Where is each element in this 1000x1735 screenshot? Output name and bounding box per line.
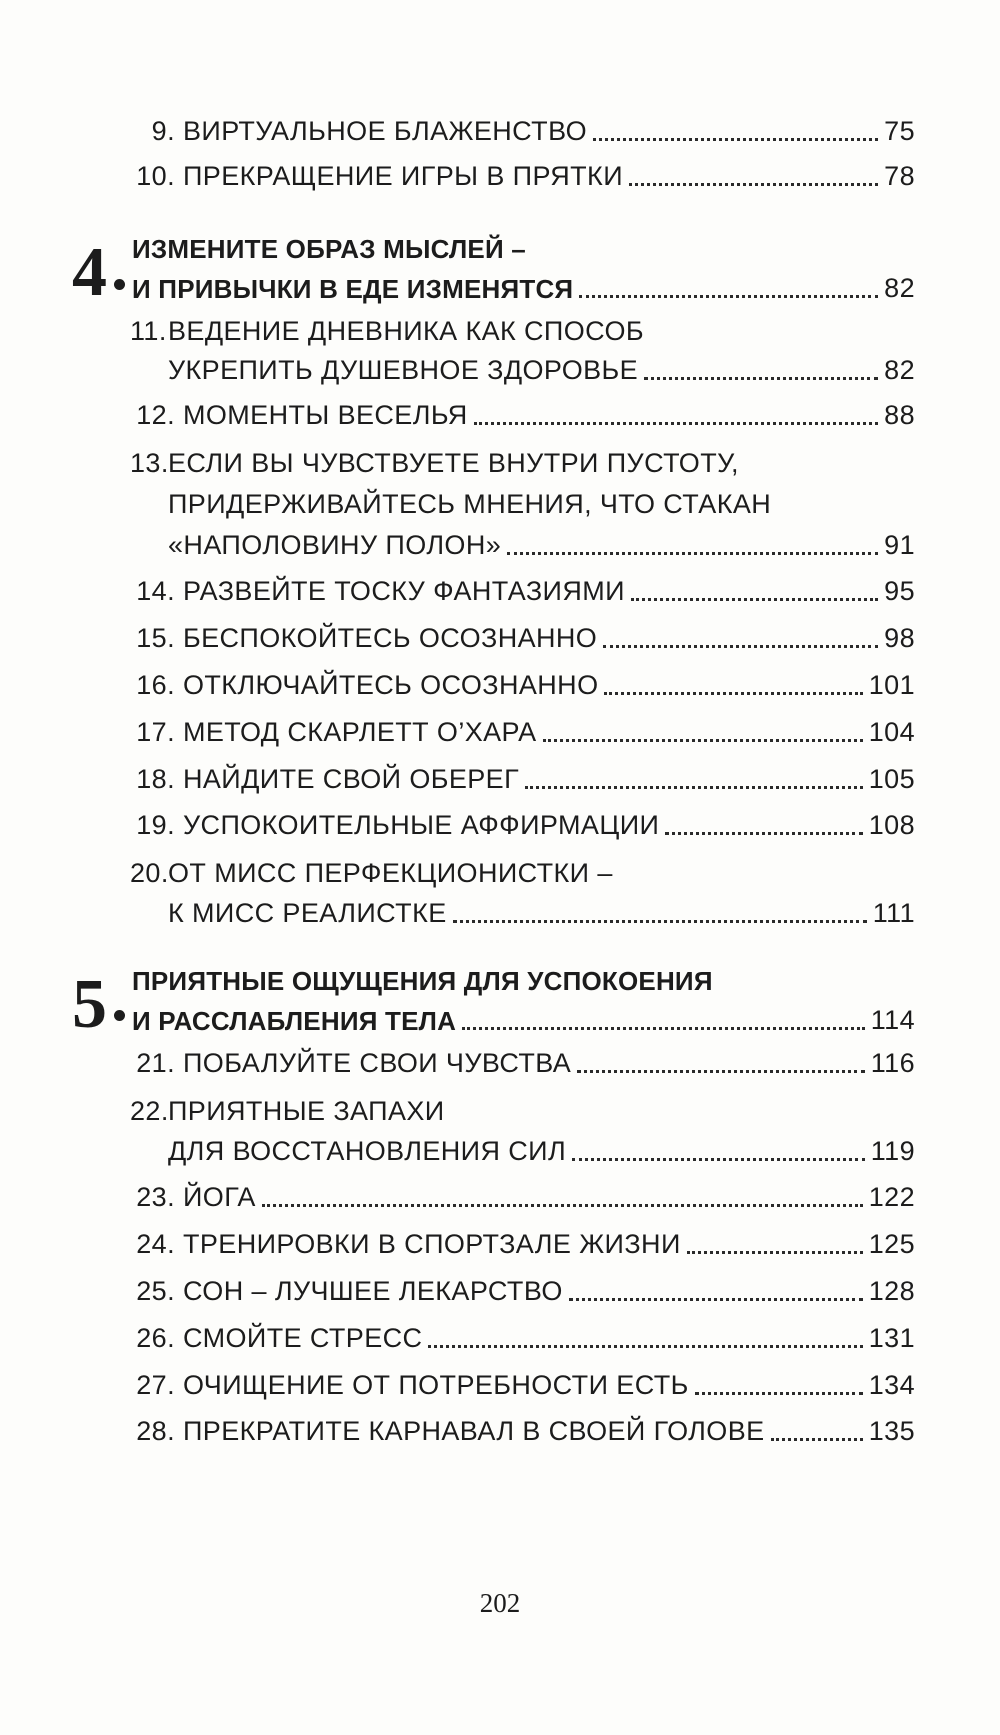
chapter-title: И ПРИВЫЧКИ В ЕДЕ ИЗМЕНЯТСЯ [132,274,574,304]
dot-leader [453,919,867,923]
entry-page: 116 [870,1048,915,1078]
entry-title: УКРЕПИТЬ ДУШЕВНОЕ ЗДОРОВЬЕ [168,355,639,385]
dot-leader [593,137,878,141]
entry-number: 16. [136,670,175,700]
entry-number: 27. [136,1370,175,1400]
dot-leader [543,738,863,742]
dot-leader [572,1157,865,1161]
entry-title: МЕТОД СКАРЛЕТТ О’ХАРА [183,717,537,747]
entry-title: ЙОГА [183,1182,256,1212]
entry-number: 15. [136,623,175,653]
toc-entry [130,766,915,793]
entry-title: К МИСС РЕАЛИСТКЕ [168,898,447,928]
toc-entry [130,402,915,429]
entry-number: 21. [136,1048,175,1078]
entry-number: 24. [136,1229,175,1259]
entry-title: УСПОКОИТЕЛЬНЫЕ АФФИРМАЦИИ [183,810,660,840]
entry-number: 14. [136,576,175,606]
entry-page: 128 [868,1276,915,1306]
entry-title-line: ВЕДЕНИЕ ДНЕВНИКА КАК СПОСОБ [168,316,644,346]
entry-title: ПРЕКРАТИТЕ КАРНАВАЛ В СВОЕЙ ГОЛОВЕ [183,1416,765,1446]
toc-entry [168,1138,915,1165]
dot-leader [604,691,862,695]
toc-entry [130,1184,915,1211]
entry-page: 131 [868,1323,915,1353]
entry-number: 12. [136,400,175,430]
chapter-page: 114 [870,1005,915,1035]
toc-entry [130,719,915,746]
toc-entry [130,1372,915,1399]
entry-page: 135 [868,1416,915,1446]
entry-page: 122 [868,1182,915,1212]
dot-leader [428,1344,862,1348]
toc-entry [168,900,915,927]
entry-page: 111 [872,898,915,928]
entry-number: 25. [136,1276,175,1306]
entry-number: 10. [136,161,175,191]
chapter-title-line: ИЗМЕНИТЕ ОБРАЗ МЫСЛЕЙ – [132,234,526,264]
chapter-dot [114,1010,125,1021]
dot-leader [262,1203,863,1207]
entry-number: 11. [130,316,167,346]
entry-number: 26. [136,1323,175,1353]
entry-number: 20. [130,858,169,888]
entry-number: 18. [136,764,175,794]
toc-entry [168,532,915,559]
page-number: 202 [479,1588,521,1618]
entry-title-line: ЕСЛИ ВЫ ЧУВСТВУЕТЕ ВНУТРИ ПУСТОТУ, [168,448,739,478]
toc-entry [130,1418,915,1445]
entry-page: 101 [868,670,915,700]
entry-page: 75 [884,116,915,146]
entry-page: 134 [868,1370,915,1400]
entry-page: 82 [884,355,915,385]
chapter-page: 82 [884,273,915,303]
dot-leader [629,182,878,186]
entry-number: 17. [136,717,175,747]
chapter-number: 5 [72,966,107,1043]
entry-number: 23. [136,1182,175,1212]
entry-title: ОЧИЩЕНИЕ ОТ ПОТРЕБНОСТИ ЕСТЬ [183,1370,689,1400]
dot-leader [569,1297,863,1301]
entry-title-line: ПРИДЕРЖИВАЙТЕСЬ МНЕНИЯ, ЧТО СТАКАН [168,489,772,519]
dot-leader [577,1069,865,1073]
entry-number: 28. [136,1416,175,1446]
toc-entry [130,625,915,652]
dot-leader [474,421,879,425]
dot-leader [665,831,862,835]
entry-page: 95 [884,576,915,606]
entry-page: 119 [870,1136,915,1166]
dot-leader [462,1026,865,1030]
entry-page: 104 [868,717,915,747]
entry-page: 125 [868,1229,915,1259]
entry-page: 98 [884,623,915,653]
dot-leader [644,376,878,380]
entry-title: БЕСПОКОЙТЕСЬ ОСОЗНАННО [183,623,598,653]
dot-leader [687,1250,863,1254]
entry-page: 91 [884,530,915,560]
entry-title: СОН – ЛУЧШЕЕ ЛЕКАРСТВО [183,1276,563,1306]
toc-entry [130,1050,915,1077]
chapter-entry [132,1007,915,1034]
entry-title-line: ОТ МИСС ПЕРФЕКЦИОНИСТКИ – [168,858,613,888]
entry-page: 88 [884,400,915,430]
entry-title: ДЛЯ ВОССТАНОВЛЕНИЯ СИЛ [168,1136,567,1166]
chapter-title: И РАССЛАБЛЕНИЯ ТЕЛА [132,1006,457,1036]
toc-entry [130,163,915,190]
entry-title-line: ПРИЯТНЫЕ ЗАПАХИ [168,1096,445,1126]
dot-leader [771,1437,863,1441]
toc-entry [168,357,915,384]
entry-title: ТРЕНИРОВКИ В СПОРТЗАЛЕ ЖИЗНИ [183,1229,681,1259]
entry-title: НАЙДИТЕ СВОЙ ОБЕРЕГ [183,764,520,794]
toc-entry [130,812,915,839]
dot-leader [579,294,878,298]
chapter-title-line: ПРИЯТНЫЕ ОЩУЩЕНИЯ ДЛЯ УСПОКОЕНИЯ [132,966,713,996]
entry-title: ОТКЛЮЧАЙТЕСЬ ОСОЗНАННО [183,670,599,700]
toc-entry [130,1278,915,1305]
entry-title: «НАПОЛОВИНУ ПОЛОН» [168,530,502,560]
toc-entry [130,118,915,145]
dot-leader [603,644,878,648]
entry-page: 78 [884,161,915,191]
entry-title: ПРЕКРАЩЕНИЕ ИГРЫ В ПРЯТКИ [183,161,623,191]
entry-number: 9. [151,116,175,146]
dot-leader [631,597,878,601]
dot-leader [525,785,863,789]
chapter-entry [132,275,915,302]
entry-title: СМОЙТЕ СТРЕСС [183,1323,423,1353]
entry-page: 108 [868,810,915,840]
toc-entry [130,672,915,699]
entry-number: 13. [130,448,169,478]
dot-leader [695,1391,863,1395]
entry-title: ПОБАЛУЙТЕ СВОИ ЧУВСТВА [183,1048,572,1078]
dot-leader [507,551,878,555]
entry-title: РАЗВЕЙТЕ ТОСКУ ФАНТАЗИЯМИ [183,576,625,606]
entry-page: 105 [868,764,915,794]
entry-title: ВИРТУАЛЬНОЕ БЛАЖЕНСТВО [183,116,587,146]
toc-entry [130,1231,915,1258]
chapter-dot [114,279,125,290]
chapter-number: 4 [72,234,107,311]
toc-entry [130,1325,915,1352]
entry-number: 19. [136,810,175,840]
entry-number: 22. [130,1096,169,1126]
entry-title: МОМЕНТЫ ВЕСЕЛЬЯ [183,400,468,430]
toc-entry [130,578,915,605]
